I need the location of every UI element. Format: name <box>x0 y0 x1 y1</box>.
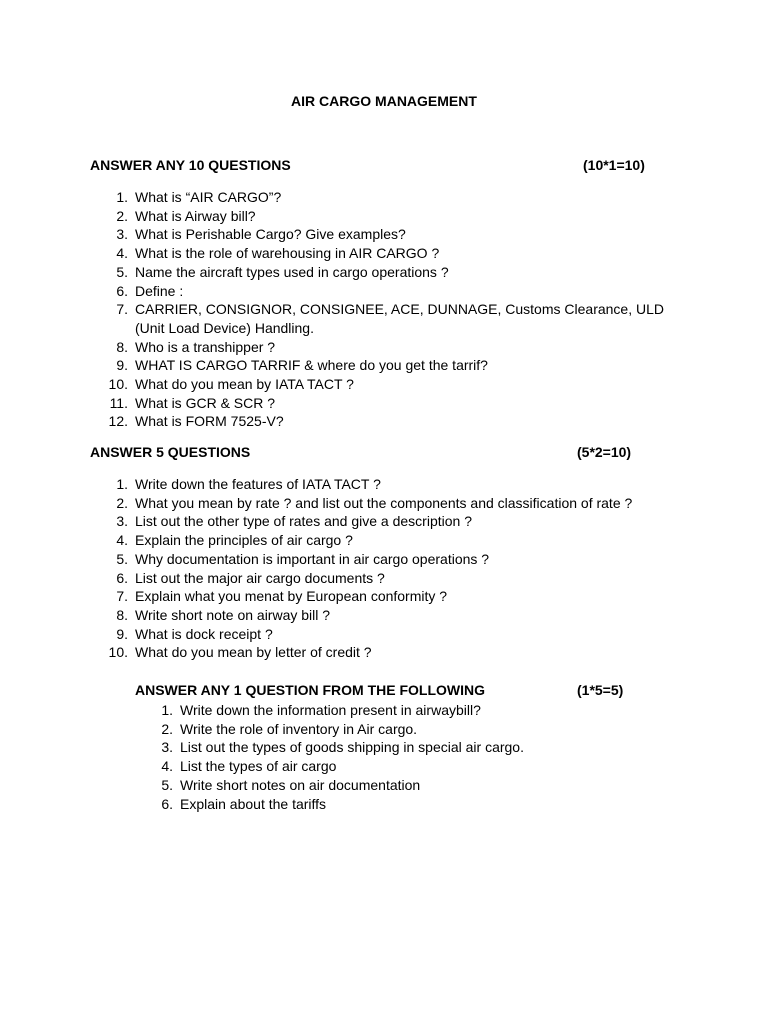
section-1-marks: (10*1=10) <box>583 157 645 173</box>
section-3-heading: ANSWER ANY 1 QUESTION FROM THE FOLLOWING <box>135 682 485 698</box>
question-item <box>116 569 680 588</box>
section-1-heading-row <box>90 157 650 175</box>
section-2-marks: (5*2=10) <box>577 444 632 460</box>
question-text: Write down the information present in airwaybill? <box>180 702 481 718</box>
question-text: Define : <box>135 282 184 299</box>
question-item <box>109 394 680 413</box>
question-item <box>116 625 680 644</box>
question-item <box>161 738 680 757</box>
question-item <box>116 263 680 282</box>
question-number: 5. <box>116 263 128 280</box>
question-number: 10. <box>108 644 128 661</box>
question-item <box>116 550 680 569</box>
question-text: Explain the principles of air cargo ? <box>135 532 353 549</box>
question-text: Write short note on airway bill ? <box>135 606 331 623</box>
question-item <box>116 356 680 375</box>
question-text: What is “AIR CARGO”? <box>135 189 282 205</box>
question-number: 2. <box>116 207 128 224</box>
section-2-heading-row <box>90 444 650 462</box>
question-text: What is dock receipt ? <box>135 625 273 642</box>
question-text: What is FORM 7525-V? <box>135 413 284 430</box>
question-text: What is the role of warehousing in AIR CARGO ? <box>135 245 440 262</box>
document-title: AIR CARGO MANAGEMENT <box>291 93 477 109</box>
question-number: 6. <box>161 795 173 812</box>
question-text: Write short notes on air documentation <box>180 776 421 793</box>
question-text: What is Airway bill? <box>135 207 256 224</box>
question-number: 3. <box>161 739 173 756</box>
question-item <box>161 720 680 739</box>
section-3-heading-row <box>135 682 635 700</box>
question-item <box>116 225 680 244</box>
question-item <box>108 412 680 431</box>
question-text: What you mean by rate ? and list out the components and classification of rate ? <box>135 494 633 511</box>
question-number: 8. <box>116 338 128 355</box>
section-3-question-list <box>161 701 680 813</box>
question-text: CARRIER, CONSIGNOR, CONSIGNEE, ACE, DUNNAGE, Customs Clearance, ULD (Unit Load Device) Handling. <box>135 301 664 336</box>
question-number: 6. <box>116 282 128 299</box>
question-text: What is GCR & SCR ? <box>135 394 276 411</box>
question-text: What do you mean by IATA TACT ? <box>135 376 354 393</box>
question-item <box>116 207 680 226</box>
question-text: What is Perishable Cargo? Give examples? <box>135 226 406 243</box>
question-item <box>108 375 680 394</box>
question-number: 4. <box>116 245 128 262</box>
question-item <box>108 643 680 662</box>
question-item <box>116 587 680 606</box>
question-text: Who is a transhipper ? <box>135 338 276 355</box>
question-text: What do you mean by letter of credit ? <box>135 644 372 661</box>
question-number: 1. <box>161 702 173 718</box>
question-number: 9. <box>116 357 128 374</box>
question-item <box>161 757 680 776</box>
section-2-question-list <box>108 475 680 662</box>
question-number: 3. <box>116 226 128 243</box>
question-item <box>116 512 680 531</box>
question-item <box>116 244 680 263</box>
question-item <box>116 188 680 207</box>
question-number: 1. <box>116 476 128 492</box>
question-number: 12. <box>108 413 128 430</box>
question-number: 5. <box>161 776 173 793</box>
question-text: Why documentation is important in air cargo operations ? <box>135 550 490 567</box>
question-number: 4. <box>161 758 173 775</box>
question-number: 6. <box>116 569 128 586</box>
question-item <box>161 795 680 814</box>
section-3-marks: (1*5=5) <box>577 682 624 698</box>
question-number: 8. <box>116 606 128 623</box>
question-text: Write the role of inventory in Air cargo. <box>180 720 418 737</box>
question-number: 7. <box>116 588 128 605</box>
question-text: List the types of air cargo <box>180 758 337 775</box>
question-number: 2. <box>161 720 173 737</box>
question-number: 11. <box>109 394 128 411</box>
question-text: Name the aircraft types used in cargo operations ? <box>135 263 449 280</box>
question-number: 3. <box>116 513 128 530</box>
question-item <box>161 776 680 795</box>
question-text: List out the major air cargo documents ? <box>135 569 385 586</box>
question-text: WHAT IS CARGO TARRIF & where do you get the tarrif? <box>135 357 488 374</box>
question-text: Explain about the tariffs <box>180 795 327 812</box>
section-1-heading: ANSWER ANY 10 QUESTIONS <box>90 157 291 173</box>
question-number: 5. <box>116 550 128 567</box>
question-item <box>161 701 680 720</box>
question-text: List out the other type of rates and give a description ? <box>135 513 472 530</box>
question-number: 9. <box>116 625 128 642</box>
question-text: Write down the features of IATA TACT ? <box>135 476 381 492</box>
question-text: Explain what you menat by European conformity ? <box>135 588 448 605</box>
question-item <box>116 282 680 301</box>
question-number: 10. <box>108 376 128 393</box>
section-1-question-list <box>108 188 680 431</box>
question-item <box>116 475 680 494</box>
section-2-heading: ANSWER 5 QUESTIONS <box>90 444 251 460</box>
question-text: List out the types of goods shipping in special air cargo. <box>180 739 524 756</box>
question-number: 2. <box>116 494 128 511</box>
question-number: 7. <box>116 301 128 318</box>
question-item <box>116 338 680 357</box>
question-number: 4. <box>116 532 128 549</box>
question-item <box>116 606 680 625</box>
question-item <box>116 494 680 513</box>
question-item <box>116 300 680 337</box>
question-number: 1. <box>116 189 128 205</box>
question-item <box>116 531 680 550</box>
